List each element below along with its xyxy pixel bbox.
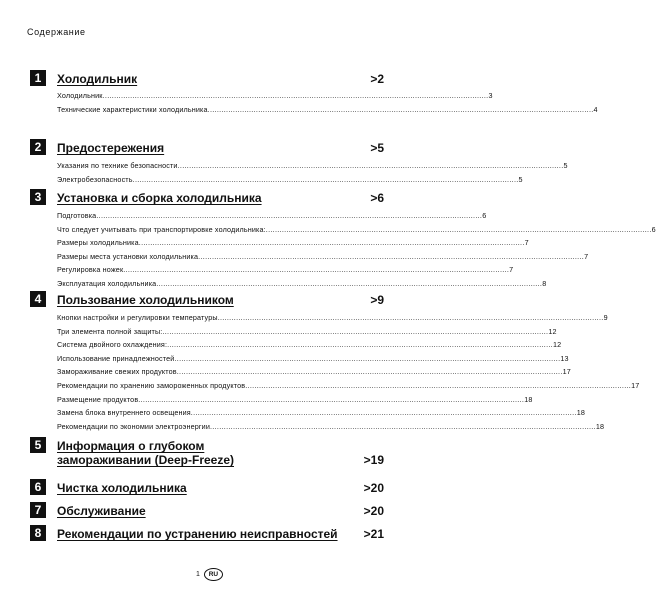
toc-entry-page: 18 <box>524 394 533 404</box>
page-footer <box>196 568 223 581</box>
toc-entry-label: Что следует учитывать при транспортировке холодильника: <box>57 224 266 234</box>
toc-entry-label: Рекомендации по экономии электроэнергии <box>57 421 210 431</box>
section-heading[interactable] <box>30 70 384 86</box>
toc-entry-label: Холодильник <box>57 91 103 100</box>
section-number-badge: 5 <box>30 437 46 453</box>
section-title[interactable]: Обслуживание <box>57 504 146 518</box>
leader-dots <box>210 420 596 434</box>
leader-dots <box>138 393 524 407</box>
table-of-contents <box>30 70 656 548</box>
toc-entry[interactable] <box>57 159 568 173</box>
section-title[interactable]: Рекомендации по устранению неисправностей <box>57 527 338 541</box>
section-heading[interactable] <box>30 502 384 518</box>
toc-entry[interactable] <box>57 325 557 339</box>
toc-entry-label: Замораживание свежих продуктов <box>57 367 177 377</box>
section-number-badge: 2 <box>30 139 46 155</box>
leader-dots <box>133 173 519 187</box>
section-title[interactable]: Установка и сборка холодильника <box>57 191 262 205</box>
language-badge: RU <box>204 568 223 581</box>
toc-entry-label: Регулировка ножек <box>57 265 124 275</box>
toc-section-4 <box>30 291 640 437</box>
toc-entry-page: 18 <box>595 421 605 431</box>
toc-entry-label: Использование принадлежностей <box>57 353 175 363</box>
leader-dots <box>191 406 577 420</box>
leader-dots <box>156 277 542 291</box>
toc-entry[interactable] <box>57 277 547 291</box>
section-heading[interactable] <box>30 189 384 205</box>
toc-entry[interactable] <box>57 352 569 366</box>
section-page-ref[interactable]: >9 <box>370 293 384 307</box>
leader-dots <box>208 103 594 117</box>
section-number-badge: 6 <box>30 479 46 495</box>
toc-entry-page: 12 <box>552 340 562 350</box>
toc-entry-label: Три элемента полной защиты: <box>57 326 163 336</box>
toc-entry-page: 6 <box>651 224 656 234</box>
toc-entry-page: 7 <box>584 251 589 261</box>
toc-entry-label: Электробезопасность <box>57 174 133 184</box>
section-title[interactable]: Холодильник <box>57 72 138 86</box>
toc-entry-label: Эксплуатация холодильника <box>57 278 157 288</box>
toc-entry[interactable] <box>57 379 640 393</box>
page-header-title: Содержание <box>27 27 86 37</box>
toc-entry[interactable] <box>57 89 493 103</box>
toc-entry-label: Указания по технике безопасности <box>57 161 178 170</box>
toc-section-1 <box>30 70 598 139</box>
toc-entry-page: 8 <box>542 278 547 288</box>
section-number-badge: 8 <box>30 525 46 541</box>
toc-entry[interactable] <box>57 103 598 117</box>
section-page-ref[interactable]: >19 <box>363 453 384 467</box>
section-number-badge: 4 <box>30 291 46 307</box>
toc-entry-page: 5 <box>518 174 523 184</box>
toc-entry-page: 5 <box>563 161 568 170</box>
leader-dots <box>162 325 548 339</box>
toc-entry-label: Подготовка <box>57 211 97 220</box>
toc-entry[interactable] <box>57 338 562 352</box>
toc-entry-label: Кнопки настройки и регулировки температуры <box>57 313 218 322</box>
toc-entry[interactable] <box>57 365 571 379</box>
toc-entry-label: Система двойного охлаждения: <box>57 340 168 350</box>
section-title[interactable]: Информация о глубоком замораживании (Deep-Freeze) <box>57 439 234 467</box>
toc-entry[interactable] <box>57 263 514 277</box>
toc-entry[interactable] <box>57 209 487 223</box>
toc-entry-page: 7 <box>509 265 514 275</box>
section-title[interactable]: Предостережения <box>57 141 165 155</box>
toc-entry-label: Размеры места установки холодильника <box>57 251 199 261</box>
toc-entry[interactable] <box>57 393 533 407</box>
leader-dots <box>218 311 604 325</box>
leader-dots <box>123 263 509 277</box>
leader-dots <box>96 209 482 223</box>
toc-entry[interactable] <box>57 406 585 420</box>
section-heading[interactable] <box>30 291 384 307</box>
toc-entry-page: 12 <box>548 326 557 336</box>
leader-dots <box>266 223 652 237</box>
toc-entry-page: 7 <box>524 238 529 248</box>
section-heading[interactable] <box>30 479 384 495</box>
section-number-badge: 3 <box>30 189 46 205</box>
leader-dots <box>167 338 553 352</box>
section-page-ref[interactable]: >21 <box>363 527 384 541</box>
toc-section-2 <box>30 139 568 189</box>
leader-dots <box>103 89 489 103</box>
toc-entry-label: Размещение продуктов <box>57 394 139 404</box>
toc-section-6 <box>30 479 384 502</box>
leader-dots <box>177 365 563 379</box>
toc-entry-page: 17 <box>562 367 571 377</box>
section-title[interactable]: Пользование холодильником <box>57 293 234 307</box>
toc-entry-page: 18 <box>576 408 585 418</box>
toc-section-7 <box>30 502 384 525</box>
toc-section-3 <box>30 189 656 291</box>
section-page-ref[interactable]: >20 <box>363 504 384 518</box>
toc-entry-page: 13 <box>560 353 569 363</box>
page-number: 1 <box>196 571 200 578</box>
leader-dots <box>174 352 560 366</box>
toc-entry-label: Рекомендации по хранению замороженных продуктов <box>57 380 246 390</box>
toc-entry-page: 3 <box>488 91 493 100</box>
toc-entry[interactable] <box>57 250 589 264</box>
leader-dots <box>178 159 564 173</box>
section-page-ref[interactable]: >5 <box>370 141 384 155</box>
leader-dots <box>245 379 631 393</box>
toc-entry-page: 17 <box>631 380 640 390</box>
section-page-ref[interactable]: >2 <box>370 72 384 86</box>
toc-entry[interactable] <box>57 173 523 187</box>
toc-entry[interactable] <box>57 420 605 434</box>
toc-entry[interactable] <box>57 311 608 325</box>
section-page-ref[interactable]: >6 <box>370 191 384 205</box>
section-heading[interactable] <box>30 139 384 155</box>
section-number-badge: 7 <box>30 502 46 518</box>
section-heading[interactable] <box>30 437 384 467</box>
toc-entry-page: 9 <box>603 313 608 322</box>
toc-entry[interactable] <box>57 236 529 250</box>
leader-dots <box>198 250 584 264</box>
section-title[interactable]: Чистка холодильника <box>57 481 187 495</box>
toc-section-8 <box>30 525 384 548</box>
toc-entry-label: Технические характеристики холодильника <box>57 104 208 114</box>
toc-entry-page: 6 <box>482 211 487 220</box>
section-page-ref[interactable]: >20 <box>363 481 384 495</box>
section-heading[interactable] <box>30 525 384 541</box>
leader-dots <box>139 236 525 250</box>
toc-entry-label: Замена блока внутреннего освещения <box>57 408 191 418</box>
toc-section-5 <box>30 437 384 479</box>
toc-entry-page: 4 <box>593 104 598 114</box>
toc-entry[interactable] <box>57 223 656 237</box>
toc-entry-label: Размеры холодильника <box>57 238 139 248</box>
section-number-badge: 1 <box>30 70 46 86</box>
